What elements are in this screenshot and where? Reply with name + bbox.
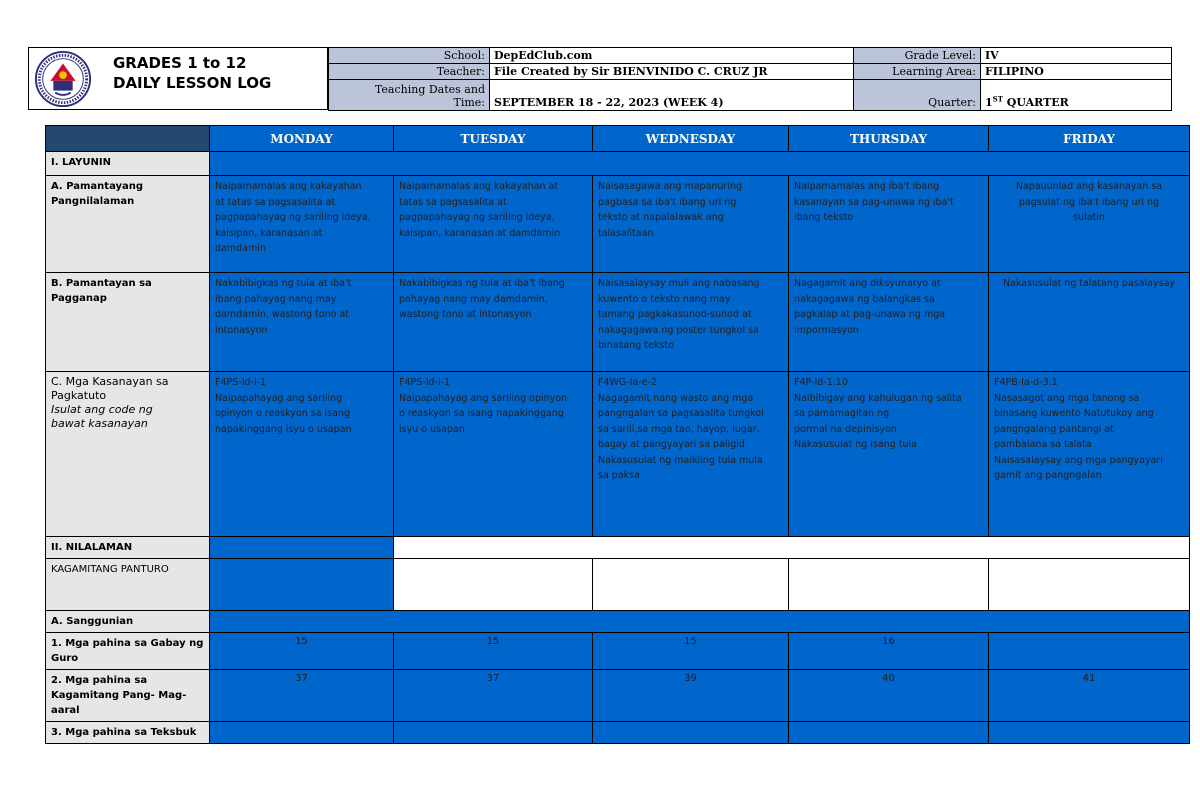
quarter-value: 1ST QUARTER xyxy=(981,80,1172,111)
pagganap-friday: Nakasusulat ng talatang pasalaysay xyxy=(989,273,1190,372)
layunin-span xyxy=(210,152,1190,176)
pangnilalaman-monday: Naipamamalas ang kakayahan at tatas sa pagsasalita at pagpapahayag ng sariling ideya, kaisipan, karanasan at damdamin xyxy=(210,176,394,273)
row-label-nilalaman: II. NILALAMAN xyxy=(46,537,210,559)
kasanayan-wednesday: F4WG-Ia-e-2 Nagagamit nang wasto ang mga pangngalan sa pagsasalita tungkol sa sarili,sa mga tao, hayop, lugar, bagay at pangyayari sa paligid Nakasusulat ng maikling tula mula sa paksa xyxy=(593,372,789,537)
row-label-kasanayan: C. Mga Kasanayan sa Pagkatuto Isulat ang code ng bawat kasanayan xyxy=(46,372,210,537)
pangnilalaman-friday: Napauunlad ang kasanayan sa pagsulat ng iba't ibang uri ng sulatin xyxy=(989,176,1190,273)
pagganap-thursday: Nagagamit ang diksyunaryo at nakagagawa ng balangkas sa pagkalap at pag-unawa ng mga impormasyon xyxy=(789,273,989,372)
mag-aaral-wednesday: 39 xyxy=(593,670,789,722)
teksbuk-friday xyxy=(989,722,1190,744)
school-label: School: xyxy=(329,48,490,64)
gabay-guro-wednesday: 15 xyxy=(593,633,789,670)
deped-seal-icon xyxy=(34,50,92,108)
nilalaman-span xyxy=(394,537,1190,559)
kagamitan-wednesday xyxy=(593,559,789,611)
teksbuk-tuesday xyxy=(394,722,593,744)
gabay-guro-tuesday: 15 xyxy=(394,633,593,670)
row-label-kagamitang-mag-aaral: 2. Mga pahina sa Kagamitang Pang- Mag- aaral xyxy=(46,670,210,722)
kagamitan-thursday xyxy=(789,559,989,611)
pagganap-tuesday: Nakabibigkas ng tula at iba't ibang pahayag nang may damdamin, wastong tono at intonasyon xyxy=(394,273,593,372)
row-label-layunin: I. LAYUNIN xyxy=(46,152,210,176)
day-header-friday: FRIDAY xyxy=(989,126,1190,152)
row-label-pamantayang-pangnilalaman: A. Pamantayang Pangnilalaman xyxy=(46,176,210,273)
sanggunian-span xyxy=(210,611,1190,633)
dates-value: SEPTEMBER 18 - 22, 2023 (WEEK 4) xyxy=(490,80,855,111)
mag-aaral-friday: 41 xyxy=(989,670,1190,722)
grade-info-table xyxy=(853,47,1172,111)
teksbuk-thursday xyxy=(789,722,989,744)
kasanayan-tuesday: F4PS-Id-i-1 Naipapahayag ang sariling opinyon o reaskyon sa isang napakinggang isyu o usapan xyxy=(394,372,593,537)
quarter-label: Quarter: xyxy=(854,80,981,111)
pangnilalaman-tuesday: Naipamamalas ang kakayahan at tatas sa pagsasalita at pagpapahayag ng sariling ideya, kaisipan, karanasan at damdamin xyxy=(394,176,593,273)
day-header-tuesday: TUESDAY xyxy=(394,126,593,152)
row-label-kagamitan: KAGAMITANG PANTURO xyxy=(46,559,210,611)
pagganap-monday: Nakabibigkas ng tula at iba't ibang pahayag nang may damdamin, wastong tono at intonasyon xyxy=(210,273,394,372)
kagamitan-friday xyxy=(989,559,1190,611)
school-value: DepEdClub.com xyxy=(490,48,855,64)
pagganap-wednesday: Naisasalaysay muli ang nabasang kuwento o teksto nang may tamang pagkakasunod-sunod at nakagagawa ng poster tungkol sa binasang teksto xyxy=(593,273,789,372)
teksbuk-monday xyxy=(210,722,394,744)
gabay-guro-monday: 15 xyxy=(210,633,394,670)
mag-aaral-thursday: 40 xyxy=(789,670,989,722)
grade-value: IV xyxy=(981,48,1172,64)
dates-label: Teaching Dates and Time: xyxy=(329,80,490,111)
teacher-value: File Created by Sir BIENVINIDO C. CRUZ JR xyxy=(490,64,855,80)
kasanayan-friday: F4PB-Ia-d-3.1 Nasasagot ang mga tanong sa binasang kuwento Natutukoy ang pangngalang pantangi at pambalana sa talata Naisasalaysay ang mga pangyayari gamit ang pangngalan xyxy=(989,372,1190,537)
teacher-label: Teacher: xyxy=(329,64,490,80)
page-title-line1: GRADES 1 to 12 xyxy=(113,54,247,72)
kasanayan-monday: F4PS-Id-i-1 Naipapahayag ang sariling opinyon o reaskyon sa isang napakinggang isyu o usapan xyxy=(210,372,394,537)
school-info-table xyxy=(328,47,855,111)
kagamitan-monday xyxy=(210,559,394,611)
row-label-pamantayan-pagganap: B. Pamantayan sa Pagganap xyxy=(46,273,210,372)
lesson-log-table xyxy=(45,125,1190,744)
kasanayan-thursday: F4P-Id-1.10 Naibibigay ang kahulugan ng salita sa pamamagitan ng pormal na depinisyon Nakasusulat ng isang tula xyxy=(789,372,989,537)
row-label-sanggunian: A. Sanggunian xyxy=(46,611,210,633)
day-header-monday: MONDAY xyxy=(210,126,394,152)
mag-aaral-monday: 37 xyxy=(210,670,394,722)
mag-aaral-tuesday: 37 xyxy=(394,670,593,722)
kagamitan-tuesday xyxy=(394,559,593,611)
learning-area-label: Learning Area: xyxy=(854,64,981,80)
logo-title-box xyxy=(28,47,328,110)
page-title-line2: DAILY LESSON LOG xyxy=(113,74,272,92)
gabay-guro-friday xyxy=(989,633,1190,670)
nilalaman-monday xyxy=(210,537,394,559)
day-header-wednesday: WEDNESDAY xyxy=(593,126,789,152)
pangnilalaman-wednesday: Naisasagawa ang mapanuring pagbasa sa iba't ibang uri ng teksto at napalalawak ang talasalitaan xyxy=(593,176,789,273)
row-label-gabay-guro: 1. Mga pahina sa Gabay ng Guro xyxy=(46,633,210,670)
row-label-teksbuk: 3. Mga pahina sa Teksbuk xyxy=(46,722,210,744)
learning-area-value: FILIPINO xyxy=(981,64,1172,80)
teksbuk-wednesday xyxy=(593,722,789,744)
pangnilalaman-thursday: Naipamamalas ang iba't ibang kasanayan sa pag-unawa ng iba't ibang teksto xyxy=(789,176,989,273)
gabay-guro-thursday: 16 xyxy=(789,633,989,670)
corner-header xyxy=(46,126,210,152)
grade-label: Grade Level: xyxy=(854,48,981,64)
day-header-thursday: THURSDAY xyxy=(789,126,989,152)
